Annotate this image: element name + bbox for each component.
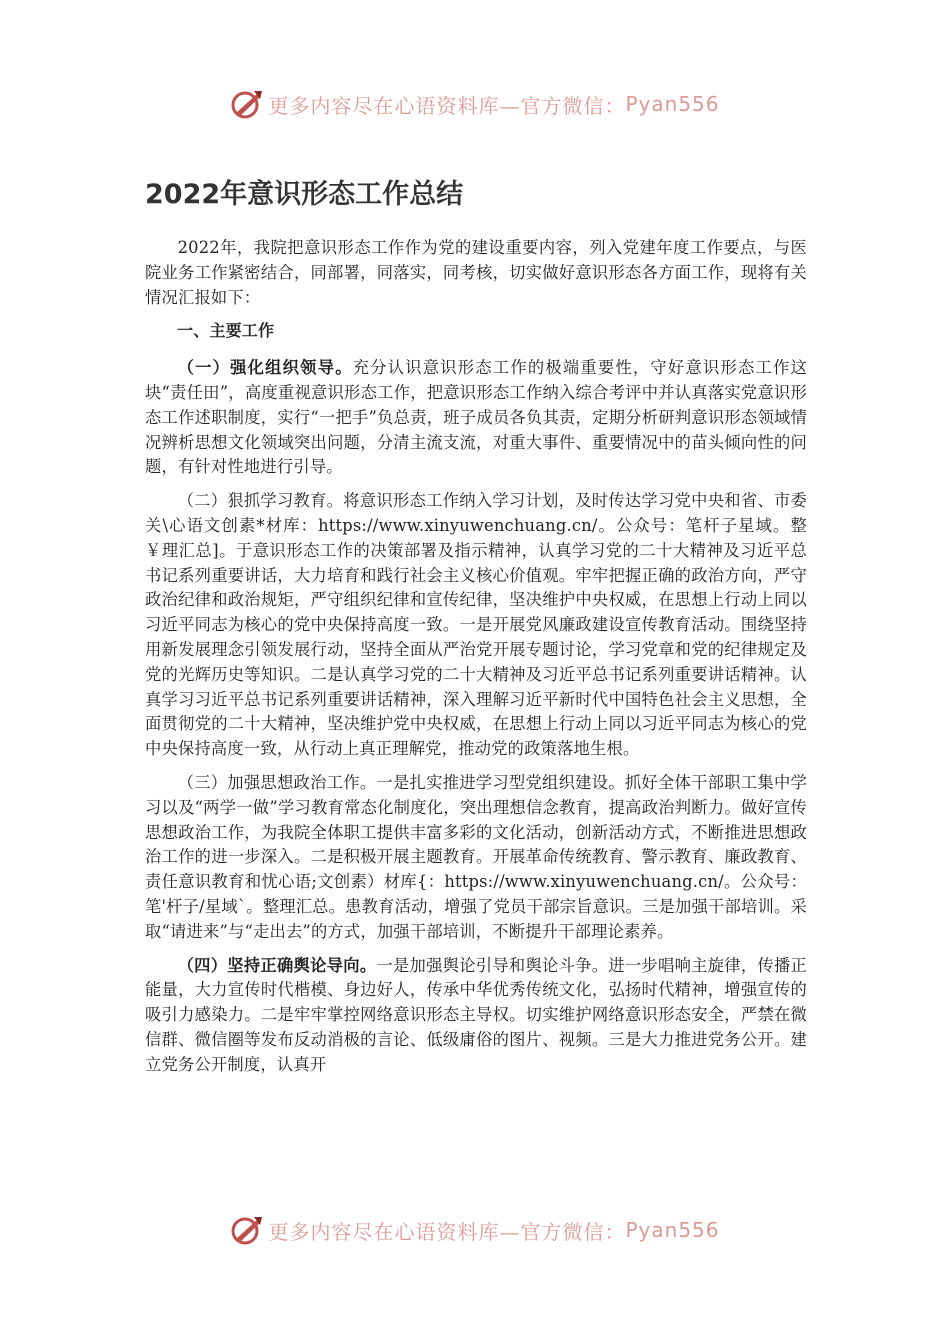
intro-paragraph: 2022年，我院把意识形态工作作为党的建设重要内容，列入党建年度工作要点，与医院业务工作紧密结合，同部署，同落实，同考核，切实做好意识形态各方面工作，现将有关情况汇报如下： — [145, 238, 807, 307]
paragraph-1-lead: （一）强化组织领导。 — [177, 358, 353, 378]
document-title: 2022年意识形态工作总结 — [145, 179, 464, 210]
pen-logo-icon — [230, 87, 264, 121]
paragraph-3: （三）加强思想政治工作。一是扎实推进学习型党组织建设。抓好全体干部职工集中学习以及“两学一做”学习教育常态化制度化，突出理想信念教育，提高政治判断力。做好宣传思想政治工作，为我院全体职工提供丰富多彩的文化活动，创新活动方式，不断推进思想政治工作的进一步深入。二是积极开展主题教育。开展革命传统教育、警示教育、廉政教育、责任意识教育和忧心语;文创素）材库{：https://www.xinyuwenchuang.cn/。公众号：笔'杆子/星域`。整理汇总。患教育活动，增强了党员干部宗旨意识。三是加强干部培训。采取“请进来”与“走出去”的方式，加强干部培训，不断提升干部理论素养。 — [145, 772, 807, 941]
section-heading: 一、主要工作 — [177, 321, 275, 341]
banner-wechat-id: Pyan556 — [625, 92, 720, 116]
banner-slogan: 更多内容尽在心语资料库—官方微信： — [268, 93, 626, 118]
paragraph-2: （二）狠抓学习教育。将意识形态工作纳入学习计划，及时传达学习党中央和省、市委关\心语文创素*材库：https://www.xinyuwenchuang.cn/。公众号：笔杆子星域。整￥理汇总]。于意识形态工作的决策部署及指示精神，认真学习党的二十大精神及习近平总书记系列重要讲话，大力培育和践行社会主义核心价值观。牢牢把握正确的政治方向，严守政治纪律和政治规矩，严守组织纪律和宣传纪律，坚决维护中央权威，在思想上行动上同以习近平同志为核心的党中央保持高度一致。一是开展党风廉政建设宣传教育活动。围绕坚持用新发展理念引领发展行动，坚持全面从严治党开展专题讨论，学习党章和党的纪律规定及党的光辉历史等知识。二是认真学习党的二十大精神及习近平总书记系列重要讲话精神。认真学习习近平总书记系列重要讲话精神，深入理解习近平新时代中国特色社会主义思想，全面贯彻党的二十大精神，坚决维护党中央权威，在思想上行动上同以习近平同志为核心的党中央保持高度一致，从行动上真正理解党，推动党的政策落地生根。 — [145, 491, 807, 759]
paragraph-1 — [145, 356, 807, 480]
document-body — [145, 176, 807, 1087]
pen-logo-icon — [230, 1213, 264, 1247]
footer-banner — [0, 1210, 950, 1250]
banner-slogan: 更多内容尽在心语资料库—官方微信： — [268, 1219, 626, 1244]
paragraph-4-lead: （四）坚持正确舆论导向。 — [177, 955, 377, 975]
banner-wechat-id: Pyan556 — [625, 1218, 720, 1242]
paragraph-4-body: 一是加强舆论引导和舆论斗争。进一步唱响主旋律，传播正能量，大力宣传时代楷模、身边好人，传承中华优秀传统文化，弘扬时代精神，增强宣传的吸引力感染力。二是牢牢掌控网络意识形态主导权。切实维护网络意识形态安全，严禁在微信群、微信圈等发布反动消极的言论、低级庸俗的图片、视频。三是大力推进党务公开。建立党务公开制度，认真开 — [145, 955, 808, 1074]
header-banner — [0, 84, 950, 124]
paragraph-4 — [145, 954, 807, 1078]
paragraph-1-body: 充分认识意识形态工作的极端重要性，守好意识形态工作这块“责任田”，高度重视意识形态工作，把意识形态工作纳入综合考评中并认真落实党意识形态工作述职制度，实行“一把手”负总责，班子成员各负其责，定期分析研判意识形态领域情况辨析思想文化领域突出问题，分清主流支流，对重大事件、重要情况中的苗头倾向性的问题，有针对性地进行引导。 — [145, 358, 807, 477]
